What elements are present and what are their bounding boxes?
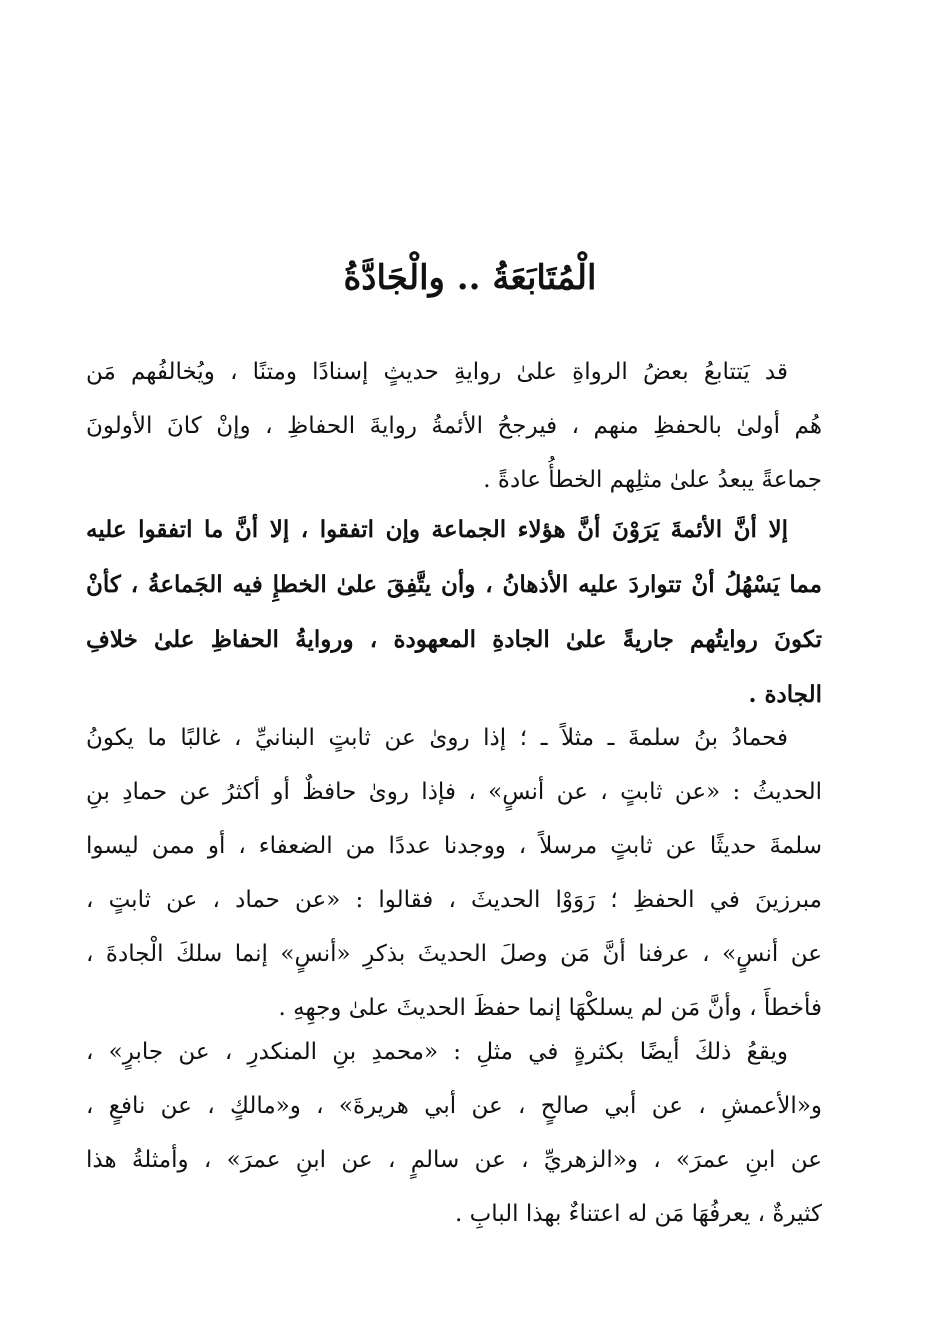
paragraph-2-bold — [86, 503, 822, 723]
text-line: عن أنسٍ» ، عرفنا أنَّ مَن وصلَ الحديثَ بذكرِ «أنسٍ» إنما سلكَ الْجادةَ ، — [86, 941, 822, 967]
paragraph-3 — [86, 711, 822, 1035]
text-line: جماعةً يبعدُ علىٰ مثلِهم الخطأُ عادةً . — [483, 467, 822, 493]
text-line: مبرزينَ في الحفظِ ؛ رَوَوْا الحديثَ ، فقالوا : «عن حماد ، عن ثابتٍ ، — [86, 887, 822, 913]
text-line: الجادة . — [748, 681, 822, 708]
paragraph-4 — [86, 1025, 822, 1241]
text-line: و«الأعمشِ ، عن أبي صالحٍ ، عن أبي هريرةَ» ، و«مالكٍ ، عن نافعٍ ، — [86, 1093, 822, 1119]
text-line: سلمةَ حديثًا عن ثابتٍ مرسلاً ، ووجدنا عددًا من الضعفاء ، أو ممن ليسوا — [86, 833, 822, 859]
text-line: إلا أنَّ الأئمةَ يَرَوْنَ أنَّ هؤلاء الجماعة وإن اتفقوا ، إلا أنَّ ما اتفقوا عليه — [86, 516, 788, 543]
text-line: فأخطأَ ، وأنَّ مَن لم يسلكْهَا إنما حفظَ الحديثَ علىٰ وجهِهِ . — [278, 995, 822, 1021]
text-line: قد يَتتابعُ بعضُ الرواةِ علىٰ روايةِ حديثٍ إسنادًا ومتنًا ، ويُخالفُهم مَن — [86, 359, 788, 385]
text-line: عن ابنِ عمرَ» ، و«الزهريِّ ، عن سالمٍ ، عن ابنِ عمرَ» ، وأمثلةُ هذا — [86, 1147, 822, 1173]
text-line: كثيرةٌ ، يعرفُهَا مَن له اعتناءٌ بهذا البابِ . — [454, 1201, 822, 1227]
section-title: الْمُتَابَعَةُ .. والْجَادَّةُ — [343, 258, 597, 298]
text-line: فحمادُ بنُ سلمةَ ـ مثلاً ـ ؛ إذا روىٰ عن ثابتٍ البنانيِّ ، غالبًا ما يكونُ — [86, 725, 788, 751]
text-line: هُم أولىٰ بالحفظِ منهم ، فيرجحُ الأئمةُ روايةَ الحفاظِ ، وإنْ كانَ الأولونَ — [86, 413, 822, 439]
text-line: تكونَ روايتُهم جاريةً علىٰ الجادةِ المعهودة ، وروايةُ الحفاظِ علىٰ خلافِ — [86, 626, 822, 653]
text-line: مما يَسْهُلُ أنْ تتواردَ عليه الأذهانُ ، وأن يتَّفِقَ علىٰ الخطإِ فيه الجَماعةُ ، كأنْ — [86, 571, 822, 598]
paragraph-1 — [86, 345, 822, 507]
text-line: الحديثُ : «عن ثابتٍ ، عن أنسٍ» ، فإذا روىٰ حافظٌ أو أكثرُ عن حمادِ بنِ — [86, 779, 822, 805]
text-line: ويقعُ ذلكَ أيضًا بكثرةٍ في مثلِ : «محمدِ بنِ المنكدرِ ، عن جابرٍ» ، — [86, 1039, 788, 1065]
